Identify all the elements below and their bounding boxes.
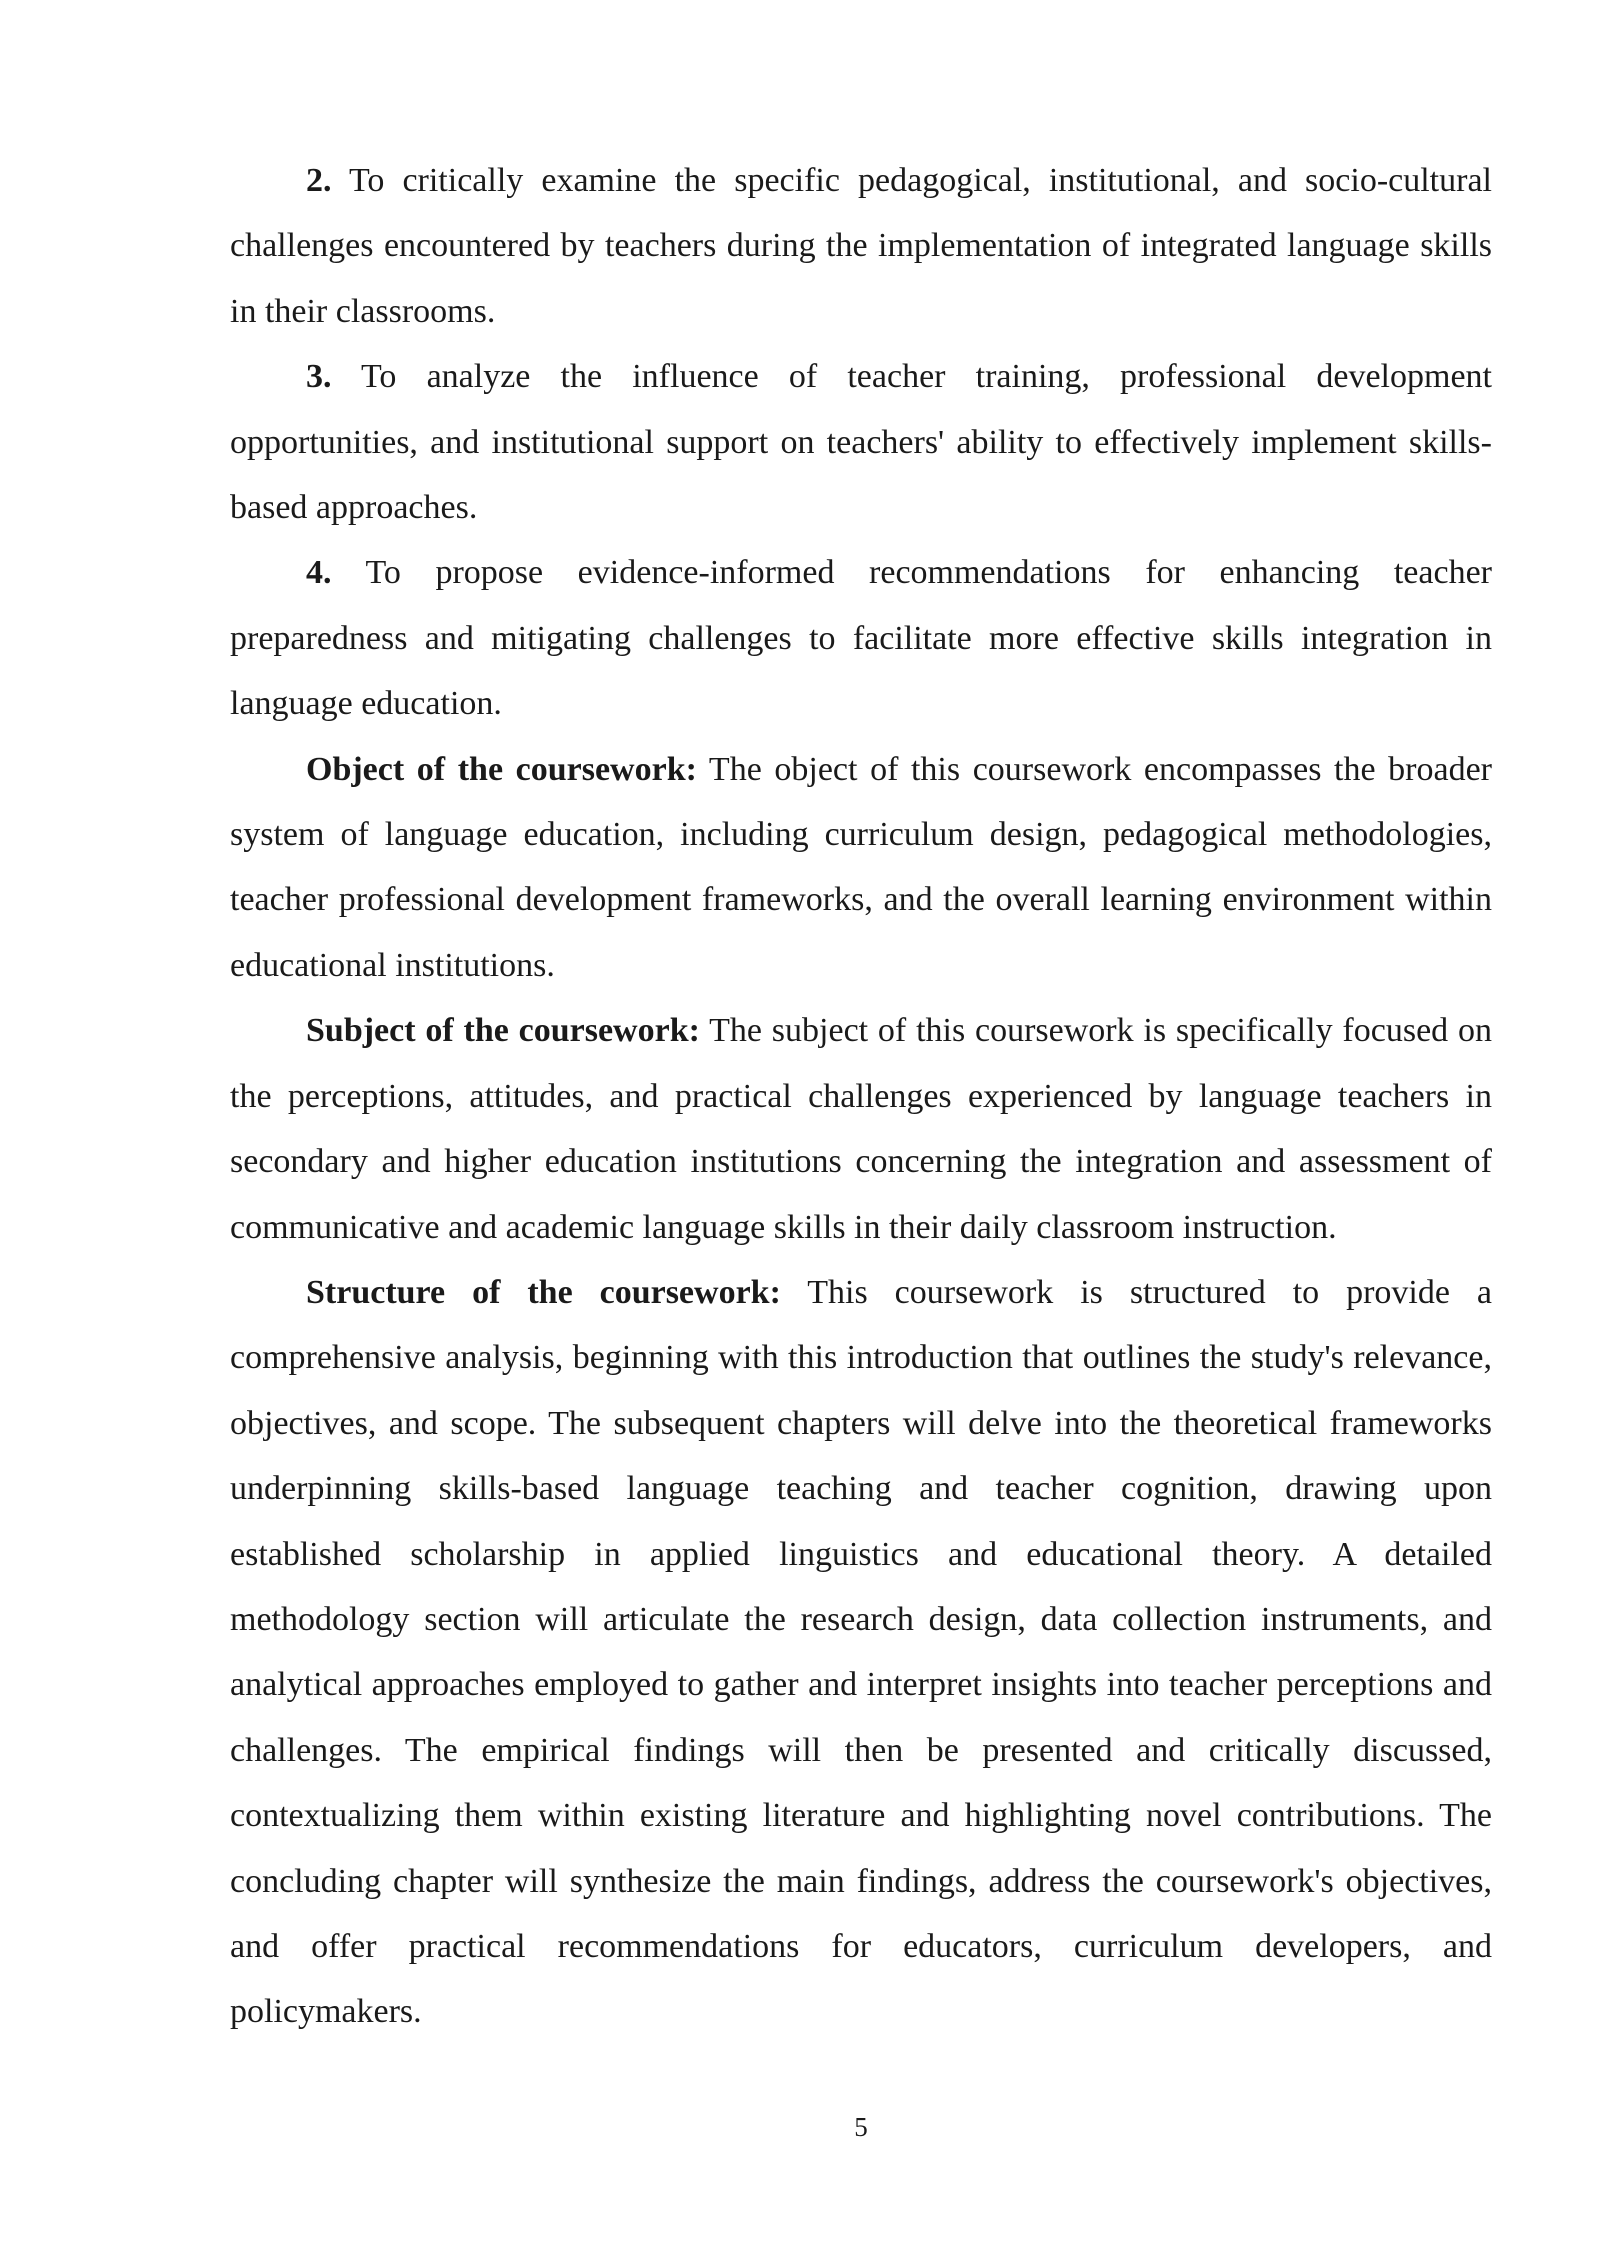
objective-text: To analyze the influence of teacher training, professional development opportunities, and institutional support on teachers' ability to effectively implement skills-based approaches. xyxy=(230,358,1492,527)
subject-text: The subject of this coursework is specifically focused on the perceptions, attitudes, and practical challenges experienced by language teachers in secondary and higher education institutions concerning the integration and assessment of communicative and academic language skills in their daily classroom instruction. xyxy=(230,1012,1492,1246)
objective-text: To propose evidence-informed recommendations for enhancing teacher preparedness and mitigating challenges to facilitate more effective skills integration in language education. xyxy=(230,554,1492,723)
page-number: 5 xyxy=(854,2112,868,2142)
objective-number: 4. xyxy=(306,554,332,592)
document-page-body xyxy=(230,148,1492,2045)
objective-text: To critically examine the specific pedagogical, institutional, and socio-cultural challenges encountered by teachers during the implementation of integrated language skills in their classrooms. xyxy=(230,162,1492,330)
structure-label: Structure of the coursework: xyxy=(306,1273,781,1311)
structure-text: This coursework is structured to provide a comprehensive analysis, beginning with this introduction that outlines the study's relevance, objectives, and scope. The subsequent chapters will delve into the theoretical frameworks underpinning skills-based language teaching and teacher cognition, drawing upon established scholarship in applied linguistics and educational theory. A detailed methodology section will articulate the research design, data collection instruments, and analytical approaches employed to gather and interpret insights into teacher perceptions and challenges. The empirical findings will then be presented and critically discussed, contextualizing them within existing literature and highlighting novel contributions. The concluding chapter will synthesize the main findings, address the coursework's objectives, and offer practical recommendations for educators, curriculum developers, and policymakers. xyxy=(230,1273,1493,2031)
subject-label: Subject of the coursework: xyxy=(306,1012,700,1050)
object-text: The object of this coursework encompasses the broader system of language education, including curriculum design, pedagogical methodologies, teacher professional development frameworks, and the overall learning environment within educational institutions. xyxy=(230,750,1492,984)
object-label: Object of the coursework: xyxy=(306,750,697,788)
objective-paragraph-2 xyxy=(230,148,1492,344)
structure-paragraph xyxy=(230,1260,1492,2045)
object-paragraph xyxy=(230,737,1492,999)
objective-paragraph-3 xyxy=(230,344,1492,540)
subject-paragraph xyxy=(230,998,1492,1260)
objective-number: 2. xyxy=(306,162,332,199)
objective-paragraph-4 xyxy=(230,540,1492,736)
objective-number: 3. xyxy=(306,358,332,396)
